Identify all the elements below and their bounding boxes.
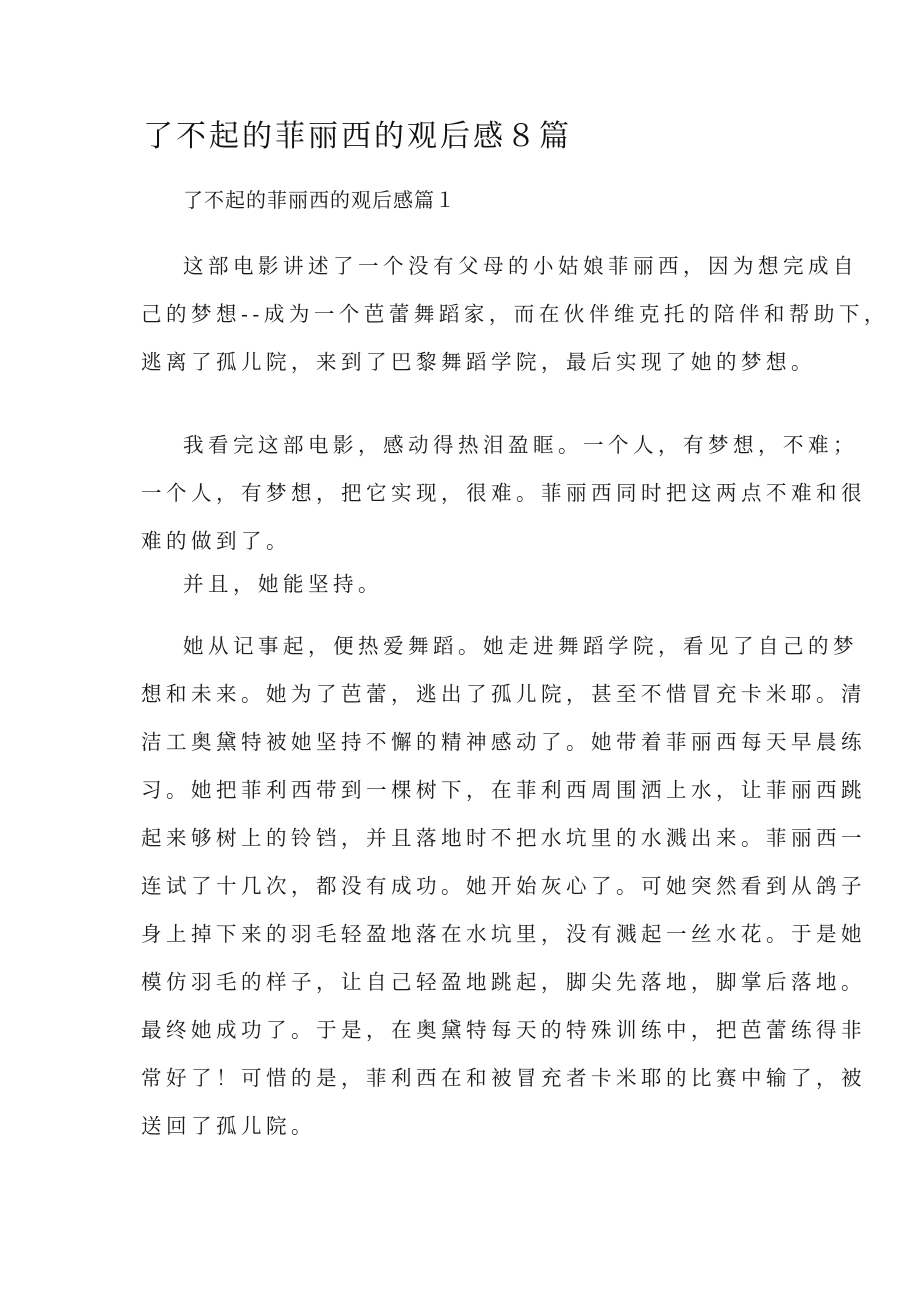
paragraph-line: 模仿羽毛的样子，让自己轻盈地跳起，脚尖先落地，脚掌后落地。 xyxy=(141,970,866,994)
paragraph-line: 这部电影讲述了一个没有父母的小姑娘菲丽西，因为想完成自 xyxy=(183,254,858,278)
paragraph-4 xyxy=(141,622,866,1150)
paragraph-line: 起来够树上的铃铛，并且落地时不把水坑里的水溅出来。菲丽西一 xyxy=(141,826,866,850)
paragraph-line: 逃离了孤儿院，来到了巴黎舞蹈学院，最后实现了她的梦想。 xyxy=(141,350,816,374)
paragraph-line: 己的梦想--成为一个芭蕾舞蹈家，而在伙伴维克托的陪伴和帮助下， xyxy=(141,302,889,326)
paragraph-line: 常好了！可惜的是，菲利西在和被冒充者卡米耶的比赛中输了，被 xyxy=(141,1066,866,1090)
paragraph-line: 连试了十几次，都没有成功。她开始灰心了。可她突然看到从鸽子 xyxy=(141,874,866,898)
paragraph-3 xyxy=(141,560,383,608)
paragraph-line: 我看完这部电影，感动得热泪盈眶。一个人，有梦想，不难； xyxy=(183,433,858,457)
paragraph-2 xyxy=(141,421,866,565)
document-title: 了不起的菲丽西的观后感８篇 xyxy=(143,119,572,154)
paragraph-line: 最终她成功了。于是，在奥黛特每天的特殊训练中，把芭蕾练得非 xyxy=(141,1018,866,1042)
paragraph-line: 一个人，有梦想，把它实现，很难。菲丽西同时把这两点不难和很 xyxy=(141,481,866,505)
paragraph-line: 洁工奥黛特被她坚持不懈的精神感动了。她带着菲丽西每天早晨练 xyxy=(141,730,866,754)
paragraph-line: 习。她把菲利西带到一棵树下，在菲利西周围洒上水，让菲丽西跳 xyxy=(141,778,866,802)
paragraph-line: 送回了孤儿院。 xyxy=(141,1114,316,1138)
section-heading: 了不起的菲丽西的观后感篇１ xyxy=(183,188,456,212)
paragraph-line: 身上掉下来的羽毛轻盈地落在水坑里，没有溅起一丝水花。于是她 xyxy=(141,922,866,946)
paragraph-line: 并且，她能坚持。 xyxy=(183,572,383,596)
paragraph-line: 她从记事起，便热爱舞蹈。她走进舞蹈学院，看见了自己的梦 xyxy=(183,634,858,658)
paragraph-line: 难的做到了。 xyxy=(141,529,291,553)
paragraph-1 xyxy=(141,242,889,386)
paragraph-line: 想和未来。她为了芭蕾，逃出了孤儿院，甚至不惜冒充卡米耶。清 xyxy=(141,682,866,706)
